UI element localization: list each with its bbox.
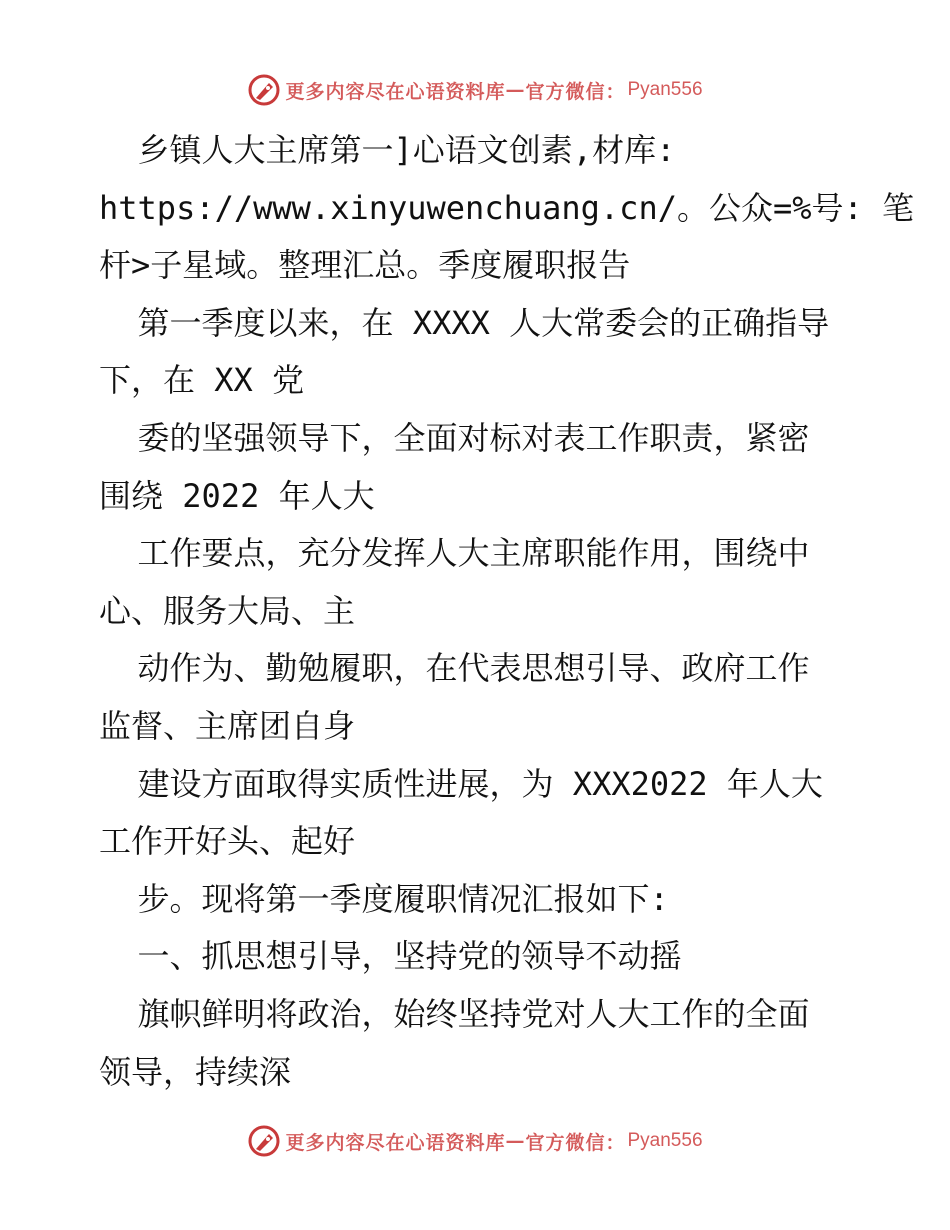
banner-official-label: 官方微信： (525, 80, 626, 103)
text-line: 动作为、勤勉履职，在代表思想引导、政府工作 (99, 649, 810, 688)
banner-title: 更多内容尽在心语资料库 (285, 1131, 506, 1154)
banner-title: 更多内容尽在心语资料库 (285, 80, 506, 103)
text-line: 心、服务大局、主 (99, 591, 356, 630)
text-line: 工作开好头、起好 (99, 822, 356, 861)
text-line: 领导，持续深 (99, 1052, 292, 1091)
header-banner (0, 70, 950, 110)
text-line: 杆>子星域。整理汇总。季度履职报告 (99, 246, 631, 285)
banner-official-label: 官方微信： (525, 1131, 626, 1154)
banner-handle: Pyan556 (627, 79, 703, 100)
text-line: 旗帜鲜明将政治，始终坚持党对人大工作的全面 (99, 994, 810, 1033)
text-line: 乡镇人大主席第一]心语文创素,材库: (99, 131, 676, 169)
text-line: 下，在 XX 党 (99, 361, 305, 400)
banner-handle: Pyan556 (627, 1130, 703, 1151)
text-line: 步。现将第一季度履职情况汇报如下: (99, 879, 669, 918)
banner-separator: — (505, 79, 526, 101)
text-line: 工作要点，充分发挥人大主席职能作用，围绕中 (99, 534, 810, 573)
document-body (99, 122, 915, 1101)
banner-separator: — (505, 1130, 526, 1152)
pen-logo-icon (247, 1124, 281, 1158)
text-line: 建设方面取得实质性进展，为 XXX2022 年人大 (99, 764, 823, 803)
pen-logo-icon (247, 73, 281, 107)
text-line: 第一季度以来，在 XXXX 人大常委会的正确指导 (99, 303, 830, 342)
text-line: 围绕 2022 年人大 (99, 476, 375, 515)
text-line: 监督、主席团自身 (99, 706, 356, 745)
text-line: https://www.xinyuwenchuang.cn/。公众=%号: 笔 (99, 188, 915, 227)
text-line: 一、抓思想引导，坚持党的领导不动摇 (99, 937, 682, 976)
footer-banner (0, 1121, 950, 1161)
text-line: 委的坚强领导下，全面对标对表工作职责，紧密 (99, 418, 810, 457)
